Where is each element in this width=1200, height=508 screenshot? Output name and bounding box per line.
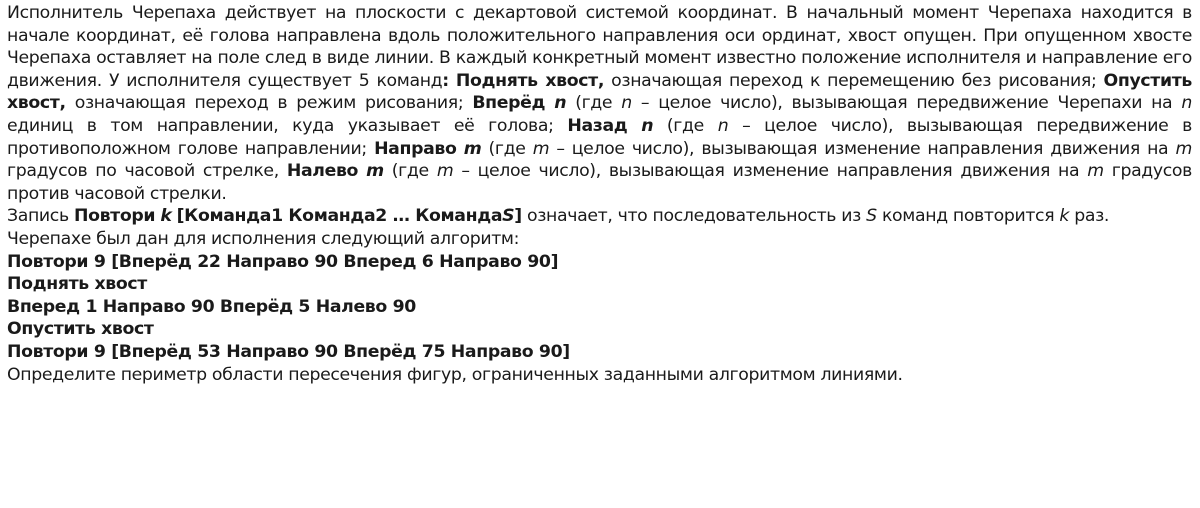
- algorithm-intro: Черепахе был дан для исполнения следующий алгоритм:: [7, 228, 520, 249]
- var-m: m: [532, 138, 550, 159]
- question-text: Определите периметр области пересечения фигур, ограниченных заданными алгоритмом линиями.: [7, 364, 903, 385]
- repeat-text-b: означает, что последовательность из: [526, 206, 862, 227]
- command-left-desc-a: (где: [391, 161, 429, 182]
- intro-text: Исполнитель Черепаха действует на плоскости с декартовой системой координат. В начальный момент Черепаха находится в начале координат, её голова направлена вдоль положительного направления оси ординат, хвост опущен. При опущенном хвосте Черепаха оставляет на поле след в виде линии. В каждый конкретный момент известно положение исполнителя и направление его движения. У исполнителя существует 5 команд: [7, 3, 1192, 91]
- var-k: k: [160, 206, 172, 227]
- repeat-syntax-paragraph: [7, 205, 1192, 228]
- var-n: n: [717, 115, 729, 136]
- repeat-close: ]: [514, 206, 522, 227]
- command-right-desc-c: градусов по часовой стрелке,: [7, 161, 279, 182]
- command-forward-desc-b: – целое число), вызывающая передвижение Черепахи на: [640, 93, 1173, 114]
- repeat-keyword: Повтори: [73, 206, 156, 227]
- algorithm-line-text: Повтори 9 [Вперёд 22 Направо 90 Вперед 6 Направо 90]: [7, 251, 559, 272]
- colon: :: [442, 70, 449, 91]
- var-n: n: [621, 93, 632, 114]
- var-s: S: [866, 206, 877, 227]
- algorithm-line-text: Вперед 1 Направо 90 Вперёд 5 Налево 90: [7, 296, 416, 317]
- command-back-desc-a: (где: [666, 115, 704, 136]
- command-pen-up: Поднять хвост,: [455, 70, 605, 91]
- command-pen-down: Опустить хвост,: [7, 70, 1192, 114]
- command-pen-down-desc: означающая переход в режим рисования;: [74, 93, 464, 114]
- command-left-desc-c: градусов против часовой стрелки.: [7, 161, 1192, 204]
- repeat-text-c: команд повторится: [881, 206, 1055, 227]
- command-back-desc-b: – целое число), вызывающая передвижение в противоположном голове направлении;: [7, 115, 1193, 159]
- repeat-list: [Команда1 Команда2 … Команда: [176, 206, 503, 227]
- var-m: m: [366, 161, 384, 182]
- command-left-desc-b: – целое число), вызывающая изменение направления движения на: [461, 161, 1080, 182]
- algorithm-line: [7, 273, 1192, 296]
- command-left: Налево: [286, 161, 359, 182]
- algorithm-line: [7, 251, 1192, 274]
- command-forward-desc-c: единиц в том направлении, куда указывает её голова;: [7, 115, 554, 136]
- command-right: Направо: [374, 138, 457, 159]
- algorithm-line: [7, 318, 1192, 341]
- algorithm-line-text: Поднять хвост: [7, 274, 147, 295]
- var-n: n: [1181, 93, 1192, 114]
- var-m: m: [1175, 138, 1192, 159]
- var-k: k: [1059, 206, 1070, 227]
- command-forward-desc-a: (где: [575, 93, 613, 114]
- command-back: Назад: [567, 115, 628, 136]
- algorithm-line-text: Опустить хвост: [7, 319, 154, 340]
- command-right-desc-b: – целое число), вызывающая изменение направления движения на: [556, 138, 1169, 159]
- command-right-desc-a: (где: [488, 138, 526, 159]
- command-pen-up-desc: означающая переход к перемещению без рисования;: [611, 70, 1097, 91]
- var-n: n: [554, 93, 567, 114]
- algorithm-line-text: Повтори 9 [Вперёд 53 Направо 90 Вперёд 75 Направо 90]: [7, 341, 570, 362]
- repeat-text-d: раз.: [1074, 206, 1110, 227]
- var-n: n: [641, 115, 654, 136]
- task-description-paragraph: [7, 2, 1192, 205]
- repeat-text-a: Запись: [7, 206, 69, 227]
- var-m: m: [436, 161, 454, 182]
- var-m: m: [1087, 161, 1104, 182]
- command-forward: Вперёд: [472, 93, 546, 114]
- algorithm-line: [7, 296, 1192, 319]
- var-m: m: [463, 138, 482, 159]
- var-s: S: [502, 206, 515, 227]
- algorithm-line: [7, 341, 1192, 364]
